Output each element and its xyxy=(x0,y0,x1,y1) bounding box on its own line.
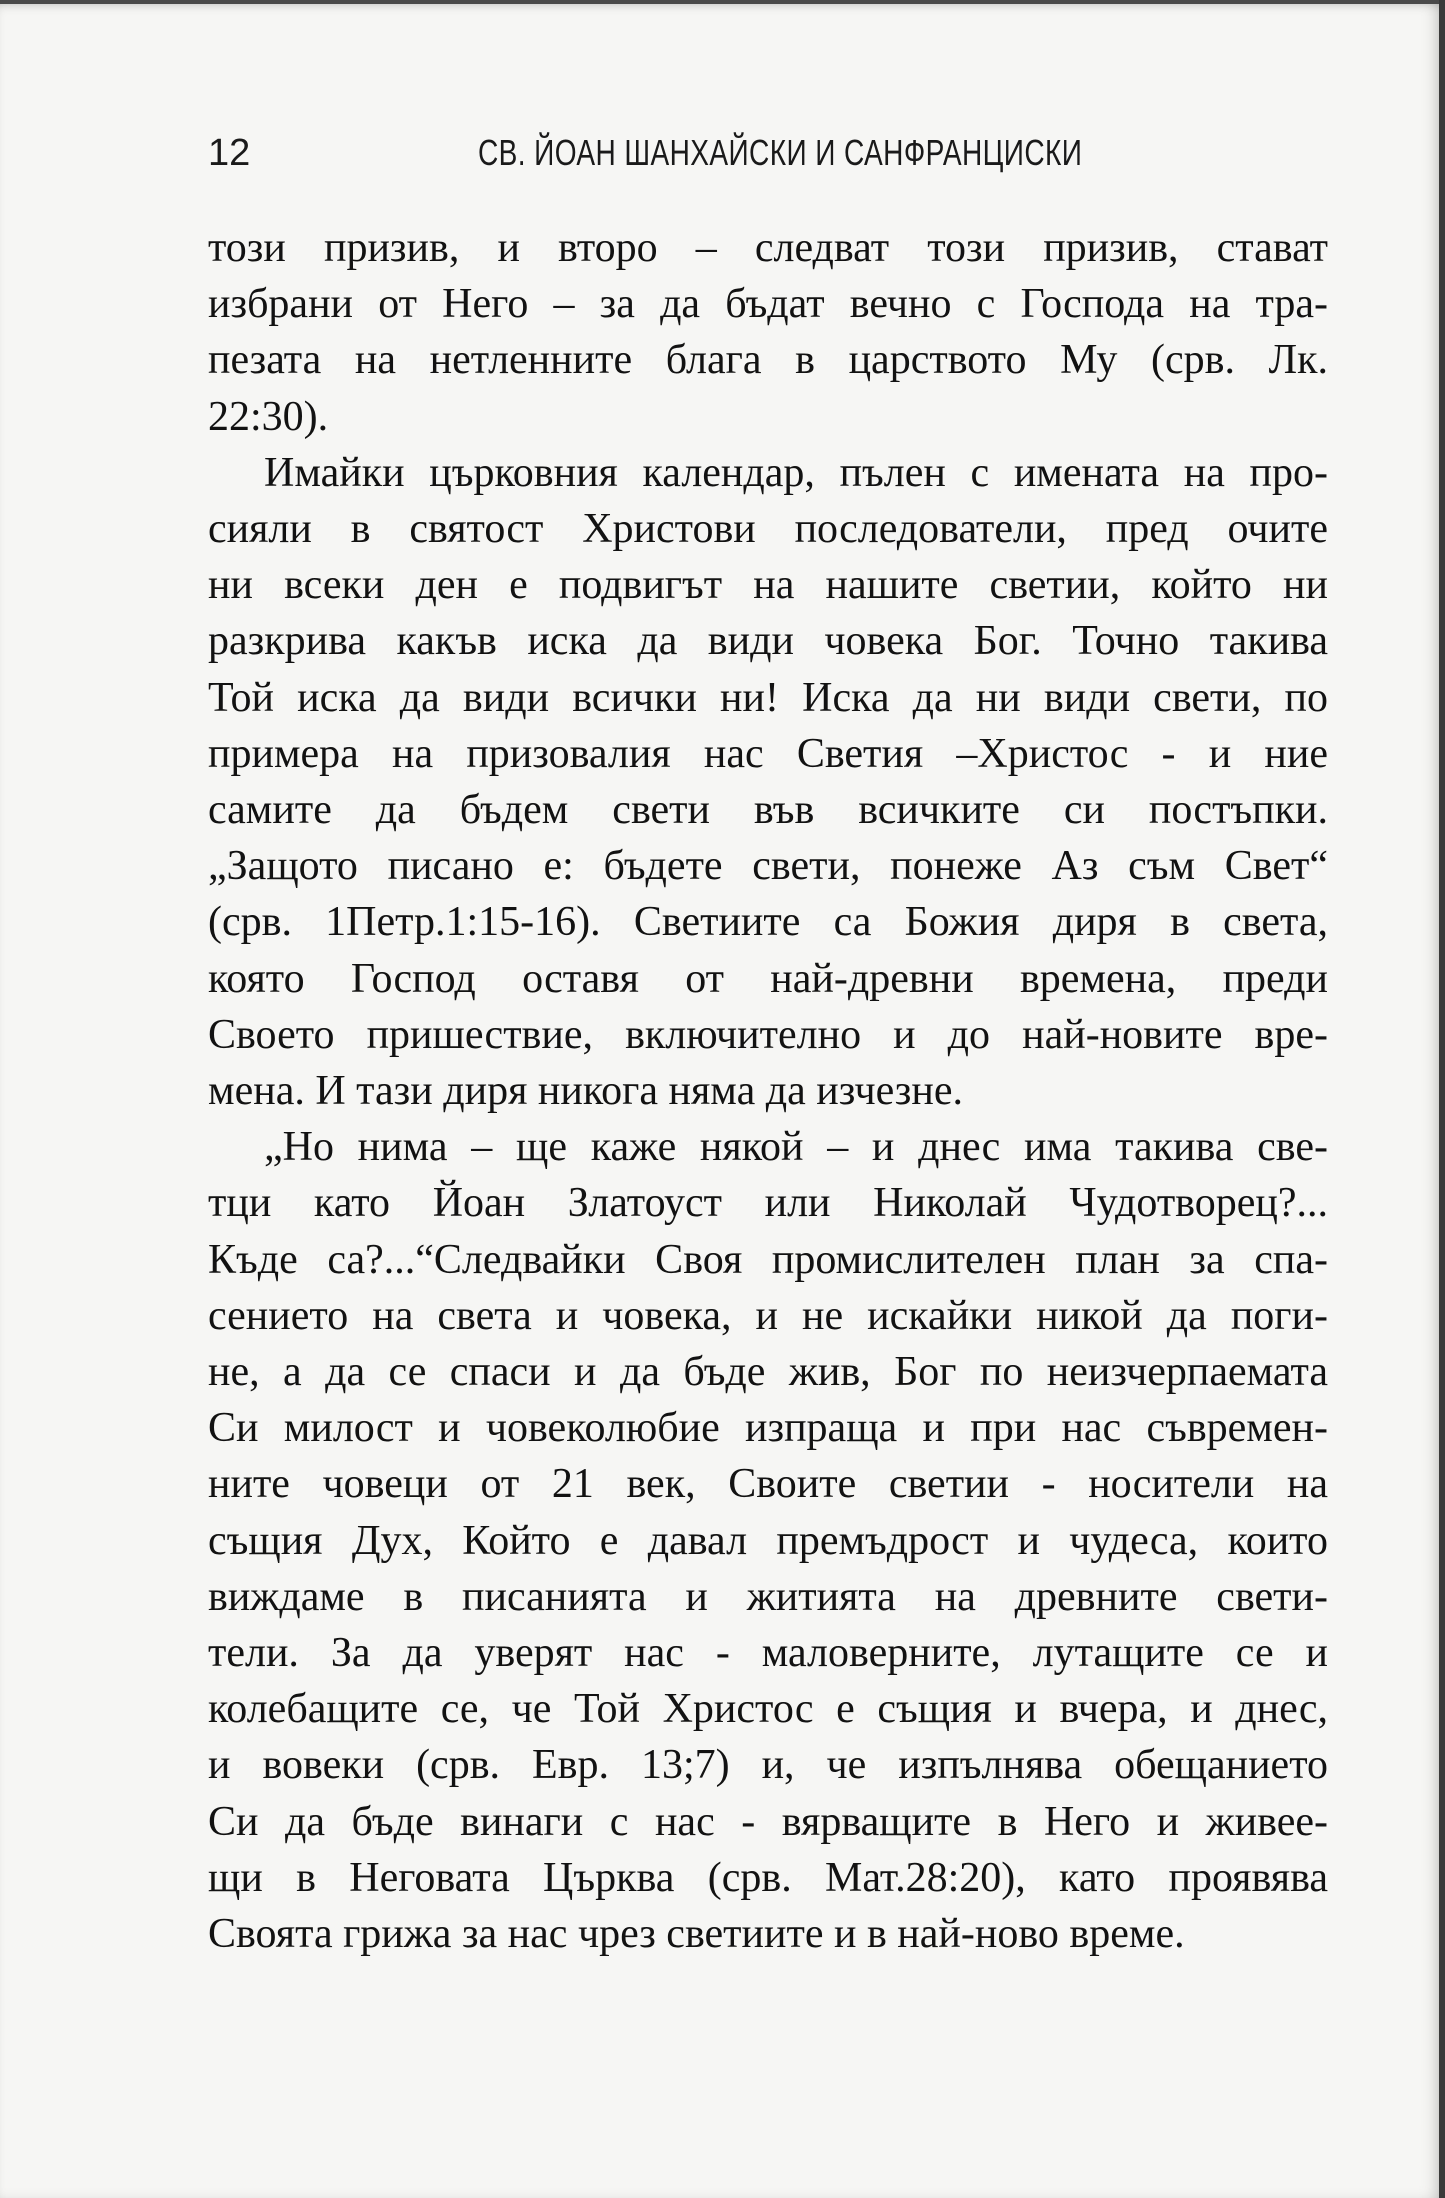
text-line: „Но нима – ще каже някой – и днес има такива све- xyxy=(264,1124,1328,1171)
text-line: Къде са?...“Следвайки Своя промислителен план за спа- xyxy=(208,1236,1328,1283)
body-text xyxy=(208,220,1328,1962)
running-header xyxy=(208,128,1328,178)
text-line: „Защото писано е: бъдете свети, понеже Аз съм Свет“ xyxy=(208,843,1328,890)
text-line: Той иска да види всички ни! Иска да ни види свети, по xyxy=(208,674,1328,721)
paragraph-3 xyxy=(208,1119,1328,1962)
text-line: която Господ оставя от най-древни времена, преди xyxy=(208,955,1328,1002)
text-line: и вовеки (срв. Евр. 13;7) и, че изпълнява обещанието xyxy=(208,1742,1328,1789)
paragraph-1 xyxy=(208,220,1328,445)
text-line: (срв. 1Петр.1:15-16). Светиите са Божия диря в света, xyxy=(208,899,1328,946)
text-line: ните човеци от 21 век, Своите светии - носители на xyxy=(208,1461,1328,1508)
paragraph-2 xyxy=(208,445,1328,1119)
page-top-edge xyxy=(0,0,1445,4)
text-line: Своето пришествие, включително и до най-новите вре- xyxy=(208,1011,1328,1058)
text-line: щи в Неговата Църква (срв. Мат.28:20), като проявява xyxy=(208,1854,1328,1901)
text-line: не, а да се спаси и да бъде жив, Бог по неизчерпаемата xyxy=(208,1349,1328,1396)
text-line: 22:30). xyxy=(208,393,329,440)
text-line: виждаме в писанията и житията на древните свети- xyxy=(208,1573,1328,1620)
text-line: пезата на нетленните блага в царството Му (срв. Лк. xyxy=(208,337,1328,384)
text-line: Своята грижа за нас чрез светиите и в най-ново време. xyxy=(208,1911,1185,1958)
text-line: тели. За да уверят нас - маловерните, лутащите се и xyxy=(208,1630,1328,1677)
text-line: същия Дух, Който е давал премъдрост и чудеса, които xyxy=(208,1517,1328,1564)
text-line: колебащите се, че Той Христос е същия и вчера, и днес, xyxy=(208,1686,1328,1733)
text-line: мена. И тази диря никога няма да изчезне. xyxy=(208,1068,963,1115)
text-line: сението на света и човека, и не искайки никой да поги- xyxy=(208,1292,1328,1339)
text-line: Си милост и човеколюбие изпраща и при нас съвремен- xyxy=(208,1405,1328,1452)
text-line: Имайки църковния календар, пълен с имената на про- xyxy=(264,449,1328,496)
page-number: 12 xyxy=(208,132,251,174)
running-title: СВ. ЙОАН ШАНХАЙСКИ И САНФРАНЦИСКИ xyxy=(478,132,1083,173)
page-right-edge xyxy=(1439,0,1445,2198)
text-line: самите да бъдем свети във всичките си постъпки. xyxy=(208,787,1328,834)
text-line: ни всеки ден е подвигът на нашите светии, който ни xyxy=(208,562,1328,609)
text-line: този призив, и второ – следват този призив, стават xyxy=(208,225,1328,271)
text-line: избрани от Него – за да бъдат вечно с Господа на тра- xyxy=(208,281,1328,328)
text-line: примера на призовалия нас Светия –Христос - и ние xyxy=(208,730,1328,777)
text-line: Си да бъде винаги с нас - вярващите в Него и живее- xyxy=(208,1798,1328,1845)
text-line: тци като Йоан Златоуст или Николай Чудотворец?... xyxy=(208,1180,1328,1227)
text-line: разкрива какъв иска да види човека Бог. Точно такива xyxy=(208,618,1328,665)
text-line: сияли в святост Христови последователи, пред очите xyxy=(208,506,1328,553)
